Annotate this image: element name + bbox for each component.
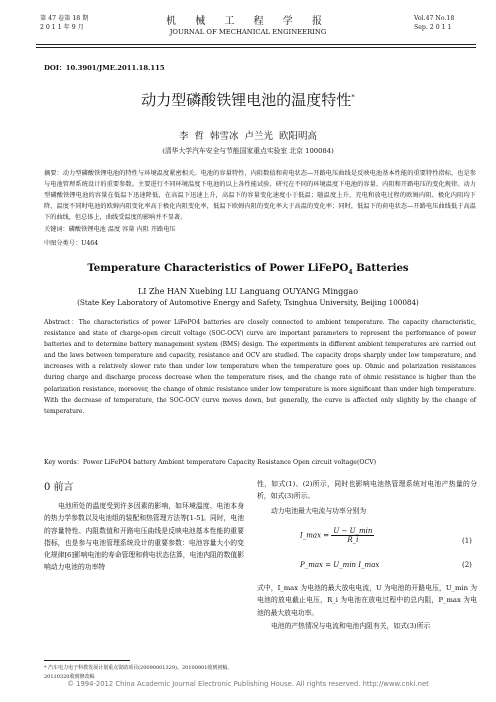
title-en-main: Temperature Characteristics of Power LiFePO bbox=[87, 262, 349, 274]
eq1-numerator: U − U_min bbox=[333, 527, 373, 535]
paper-title-zh bbox=[0, 89, 496, 110]
title-zh-text: 动力型磷酸铁锂电池的温度特性 bbox=[141, 91, 352, 109]
abstract-zh: 摘要：动力型磷酸铁锂电池的特性与环境温度紧密相关。电池的容量特性、内阻数值和荷电状态—开路电压曲线是反映电池基本性能的重要特性指标，也是参与电池管理系统设计的重要参数。主要进行不同环境温度下电池的以上各性能试验，研究在不同的环境温度下电池的容量、内阻和开路电压的变化规律。动力型磷酸铁锂电池的容量在低温下迅速降低，在高温下迅速上升，高温下的容量变化速度小于低温；随温度上升，充电和放电过程的欧姆内阻、极化内阻均下降，温度不同时电池的欧姆内阻变化率高于极化内阻变化率，低温下欧姆内阻的变化率大于高温的变化率；同时，低温下的荷电状态—开路电压曲线低于高温下的曲线，但总体上，曲线受温度的影响并不显著。 bbox=[44, 170, 476, 221]
section-heading-introduction: 0 前言 bbox=[44, 482, 74, 493]
title-en-tail: Batteries bbox=[352, 262, 409, 274]
eq1-fraction bbox=[331, 527, 374, 544]
copyright-notice: © 1994-2012 China Academic Journal Electronic Publishing House. All rights reserved. http://www.cnki.net bbox=[67, 680, 429, 688]
right-paragraph-3: 式中，I_max 为电池的最大放电电流，U 为电池的开路电压，U_min 为电池的放电截止电压，R_i 为电池在放电过程中的总内阻，P_max 为电池的最大放电功率。 bbox=[257, 584, 477, 617]
issue-info-en bbox=[414, 14, 476, 32]
equation-2-number: (2) bbox=[462, 561, 472, 569]
issue-info-zh bbox=[40, 14, 120, 32]
header-rule-thin bbox=[36, 47, 476, 48]
journal-title-en: JOURNAL OF MECHANICAL ENGINEERING bbox=[169, 28, 327, 36]
equation-1-number: (1) bbox=[462, 537, 472, 545]
authors-zh: 李 哲 韩雪冰 卢兰光 欧阳明高 bbox=[178, 131, 318, 142]
volume-en: Vol.47 No.18 bbox=[414, 15, 455, 22]
eq1-denominator: R_i bbox=[347, 536, 359, 544]
journal-title-zh: 机 械 工 程 学 报 bbox=[166, 16, 330, 27]
affiliation-en: (State Key Laboratory of Automotive Energy and Safety, Tsinghua University, Beijing 100084) bbox=[77, 298, 419, 307]
volume-zh: 第 47 卷第 18 期 bbox=[40, 15, 89, 22]
classification-zh: 中图分类号：U464 bbox=[44, 240, 99, 247]
keywords-zh: 关键词：磷酸铁锂电池 温度 容量 内阻 开路电压 bbox=[44, 226, 176, 233]
keywords-en: Key words：Power LiFePO4 battery Ambient temperature Capacity Resistance Open circuit voltage(OCV) bbox=[44, 459, 377, 466]
equation-2: P_max = U_min I_max bbox=[300, 561, 380, 569]
footnote: * 汽车电力电子科教发展计划重点资助项目(20090001329)。20100901收到初稿，20110320收到修改稿 bbox=[44, 665, 233, 680]
affiliation-zh: (清华大学汽车安全与节能国家重点实验室 北京 100084) bbox=[162, 147, 334, 155]
title-en-subscript: 4 bbox=[348, 269, 353, 277]
date-en: Sep. 2 0 1 1 bbox=[414, 24, 452, 31]
equation-1 bbox=[300, 527, 420, 544]
intro-paragraph: 电池所处的温度受到许多因素的影响，如环境温度、电池本身的热力学参数以及电池组的装配和热管理方法等[1-5]。同时，电池的容量特性、内阻数值和开路电压曲线是反映电池基本性能的重要指标，也是参与电池管理系统设计的重要参数：电池容量大小的变化规律[6]影响电池的寿命管理和荷电状态估算，电池内阻的数值影响动力电池的功率特 bbox=[44, 502, 244, 572]
eq1-lhs: I_max = bbox=[300, 531, 330, 540]
header-rule-thick bbox=[36, 44, 476, 45]
paper-title-en bbox=[0, 262, 496, 276]
date-zh: 2 0 1 1 年 9 月 bbox=[40, 24, 84, 31]
right-paragraph-4: 电池的产热情况与电流和电池内阻有关，如式(3)所示 bbox=[271, 622, 431, 630]
right-paragraph-1: 性，如式(1)、(2)所示，同时也影响电池热管理系统对电池产热量的分析，如式(3)所示。 bbox=[257, 480, 477, 501]
authors-en: LI Zhe HAN Xuebing LU Languang OUYANG Minggao bbox=[137, 287, 359, 296]
title-footnote-mark: * bbox=[351, 93, 355, 101]
footnote-rule bbox=[44, 660, 130, 661]
abstract-en: Abstract：The characteristics of power LiFePO4 batteries are closely connected to ambient temperature. The capacity characteristic, resistance and state of charge-open circuit voltage (SOC-OCV) curve are important parameters to represent the performance of power batteries and to determine battery management system (BMS) design. The experiments in different ambient temperatures are carried out and the laws between temperature and capacity, resistance and OCV are studied. The capacity drops sharply under low temperature, and increases with a relatively slower rate than under low temperature when the temperature goes up. Ohmic and polarization resistances during charge and discharge process decrease when the temperature rises, and the change rate of ohmic resistance is higher than the polarization resistance, moreover, the change of ohmic resistance under low temperature is more significant than under high temperature. With the decrease of temperature, the SOC-OCV curve moves down, but generally, the curve is affected only slightly by the change of temperature. bbox=[44, 319, 476, 415]
doi: DOI：10.3901/JME.2011.18.115 bbox=[44, 64, 165, 72]
right-paragraph-2: 动力电池最大电流与功率分别为 bbox=[271, 507, 367, 515]
